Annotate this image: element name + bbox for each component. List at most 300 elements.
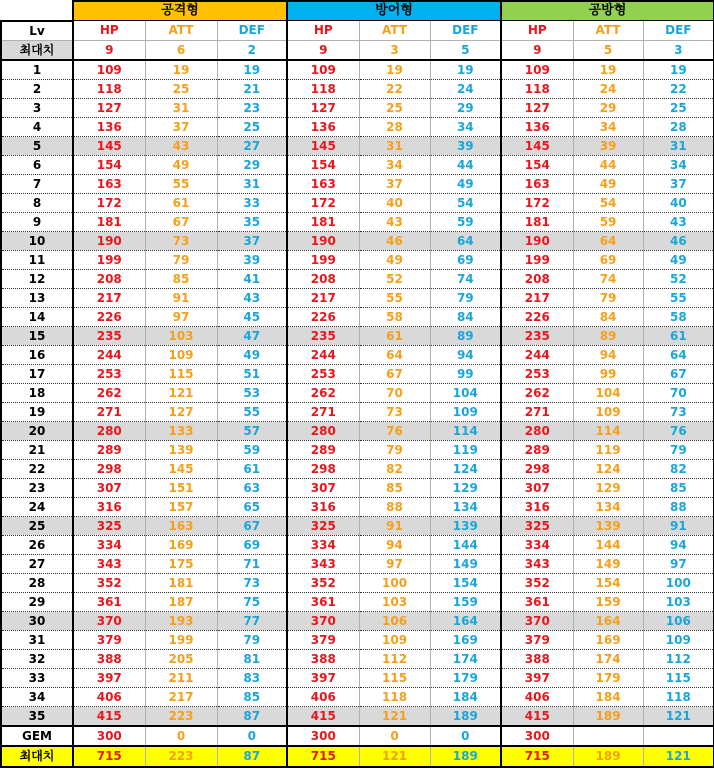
table-row [1, 345, 714, 364]
table-row [1, 174, 714, 193]
stat-cell: 157 [145, 497, 217, 516]
stat-cell: 115 [643, 668, 714, 687]
stat-cell: 24 [430, 79, 501, 98]
stat-cell: 85 [643, 478, 714, 497]
table-row [1, 668, 714, 687]
level-cell: 4 [1, 117, 73, 136]
stat-cell: 187 [145, 592, 217, 611]
level-cell: 17 [1, 364, 73, 383]
stat-cell: 25 [359, 98, 430, 117]
stat-cell: 112 [359, 649, 430, 668]
stat-cell: 64 [643, 345, 714, 364]
level-cell: 16 [1, 345, 73, 364]
stat-cell: 65 [217, 497, 287, 516]
stat-cell: 19 [145, 60, 217, 80]
level-cell: 30 [1, 611, 73, 630]
stat-cell: 172 [287, 193, 359, 212]
stat-cell: 334 [73, 535, 145, 554]
stat-cell: 43 [145, 136, 217, 155]
table-row [1, 611, 714, 630]
stat-cell: 205 [145, 649, 217, 668]
stat-cell: 84 [430, 307, 501, 326]
stat-cell: 388 [287, 649, 359, 668]
stat-cell: 104 [573, 383, 643, 402]
stat-cell: 61 [359, 326, 430, 345]
table-row [1, 364, 714, 383]
stat-cell: 115 [359, 668, 430, 687]
stat-cell: 199 [145, 630, 217, 649]
stat-cell: 190 [501, 231, 573, 250]
stat-cell: 40 [643, 193, 714, 212]
stat-cell: 59 [430, 212, 501, 231]
stat-cell: 99 [430, 364, 501, 383]
stat-cell: 70 [359, 383, 430, 402]
stat-cell: 87 [217, 706, 287, 726]
table-row [1, 497, 714, 516]
stat-cell: 136 [287, 117, 359, 136]
level-cell: 2 [1, 79, 73, 98]
stat-cell: 97 [359, 554, 430, 573]
stat-cell: 121 [359, 706, 430, 726]
stat-cell: 70 [643, 383, 714, 402]
level-cell: 35 [1, 706, 73, 726]
stat-cell: 64 [430, 231, 501, 250]
stat-cell: 316 [287, 497, 359, 516]
col-def-header: DEF [217, 21, 287, 41]
stat-cell: 397 [287, 668, 359, 687]
stat-cell: 71 [217, 554, 287, 573]
stat-cell: 73 [145, 231, 217, 250]
stat-cell: 59 [217, 440, 287, 459]
table-row [1, 288, 714, 307]
stat-cell: 145 [287, 136, 359, 155]
stat-cell: 271 [287, 402, 359, 421]
stat-cell: 217 [287, 288, 359, 307]
level-cell: 28 [1, 573, 73, 592]
group-header-row [1, 1, 714, 21]
stat-cell: 73 [359, 402, 430, 421]
stat-cell: 199 [73, 250, 145, 269]
stat-cell: 69 [430, 250, 501, 269]
stat-cell: 79 [430, 288, 501, 307]
stat-cell: 46 [643, 231, 714, 250]
stat-cell: 379 [501, 630, 573, 649]
stat-cell: 85 [217, 687, 287, 706]
stat-cell: 55 [145, 174, 217, 193]
level-cell: 31 [1, 630, 73, 649]
stat-cell: 144 [430, 535, 501, 554]
table-row [1, 516, 714, 535]
stat-cell: 235 [501, 326, 573, 345]
stat-cell: 164 [430, 611, 501, 630]
stat-cell: 181 [145, 573, 217, 592]
row-label: 최대치 [1, 746, 73, 767]
stat-cell: 55 [217, 402, 287, 421]
stat-cell: 121 [643, 746, 714, 767]
table-row [1, 383, 714, 402]
level-cell: 32 [1, 649, 73, 668]
stat-cell: 226 [73, 307, 145, 326]
stat-cell: 3 [643, 40, 714, 60]
stat-cell: 5 [573, 40, 643, 60]
stat-cell: 199 [287, 250, 359, 269]
level-cell: 7 [1, 174, 73, 193]
stat-cell: 79 [217, 630, 287, 649]
stat-cell: 19 [430, 60, 501, 80]
stat-cell: 159 [430, 592, 501, 611]
stat-cell: 109 [287, 60, 359, 80]
stat-cell: 27 [217, 136, 287, 155]
stat-cell: 415 [287, 706, 359, 726]
stat-cell: 300 [287, 726, 359, 746]
stat-cell: 262 [287, 383, 359, 402]
group-defense-header: 방어형 [287, 1, 501, 21]
stat-cell: 190 [287, 231, 359, 250]
stat-cell: 58 [643, 307, 714, 326]
stat-cell: 343 [501, 554, 573, 573]
stat-cell: 271 [73, 402, 145, 421]
stat-cell: 223 [145, 746, 217, 767]
stat-cell: 97 [643, 554, 714, 573]
stat-cell: 190 [73, 231, 145, 250]
stat-cell: 89 [430, 326, 501, 345]
stat-cell: 39 [217, 250, 287, 269]
stat-cell: 379 [287, 630, 359, 649]
stat-cell: 103 [643, 592, 714, 611]
stat-cell: 43 [643, 212, 714, 231]
stat-cell: 34 [430, 117, 501, 136]
stat-cell: 300 [501, 726, 573, 746]
table-row [1, 535, 714, 554]
stat-cell: 388 [73, 649, 145, 668]
stat-cell: 54 [430, 193, 501, 212]
stat-cell: 73 [217, 573, 287, 592]
level-cell: 5 [1, 136, 73, 155]
stat-cell: 235 [287, 326, 359, 345]
stat-cell: 129 [573, 478, 643, 497]
stat-cell: 124 [430, 459, 501, 478]
stat-cell: 316 [501, 497, 573, 516]
level-cell: 25 [1, 516, 73, 535]
stat-cell: 28 [643, 117, 714, 136]
stat-cell: 174 [430, 649, 501, 668]
stat-cell: 189 [430, 746, 501, 767]
stat-cell: 103 [359, 592, 430, 611]
level-cell: 9 [1, 212, 73, 231]
stat-cell: 370 [287, 611, 359, 630]
table-row [1, 117, 714, 136]
stat-cell: 109 [145, 345, 217, 364]
stat-cell: 119 [573, 440, 643, 459]
table-row [1, 440, 714, 459]
stat-cell: 103 [145, 326, 217, 345]
stat-cell: 109 [501, 60, 573, 80]
table-row [1, 307, 714, 326]
stat-cell: 244 [73, 345, 145, 364]
stat-cell: 114 [573, 421, 643, 440]
stat-cell: 133 [145, 421, 217, 440]
stat-cell: 208 [501, 269, 573, 288]
stat-cell: 343 [287, 554, 359, 573]
col-hp-header: HP [73, 21, 145, 41]
stat-cell: 163 [501, 174, 573, 193]
stat-cell: 253 [501, 364, 573, 383]
stat-cell: 352 [73, 573, 145, 592]
col-def-header: DEF [430, 21, 501, 41]
level-cell: 23 [1, 478, 73, 497]
stat-cell: 106 [643, 611, 714, 630]
stat-cell: 715 [73, 746, 145, 767]
col-att-header: ATT [573, 21, 643, 41]
stat-cell: 271 [501, 402, 573, 421]
level-cell: 27 [1, 554, 73, 573]
stat-cell: 325 [73, 516, 145, 535]
stat-cell: 415 [501, 706, 573, 726]
stat-cell: 172 [73, 193, 145, 212]
stat-cell: 415 [73, 706, 145, 726]
level-cell: 15 [1, 326, 73, 345]
lv-header: Lv [1, 21, 73, 41]
table-row [1, 459, 714, 478]
stat-cell: 139 [573, 516, 643, 535]
stat-cell: 81 [217, 649, 287, 668]
stat-cell: 52 [359, 269, 430, 288]
stat-cell: 179 [430, 668, 501, 687]
column-header-row [1, 21, 714, 41]
stat-cell: 91 [643, 516, 714, 535]
stat-cell: 298 [287, 459, 359, 478]
stat-cell: 179 [573, 668, 643, 687]
stat-cell: 49 [217, 345, 287, 364]
stat-cell: 352 [287, 573, 359, 592]
stat-cell: 49 [573, 174, 643, 193]
stat-cell: 145 [501, 136, 573, 155]
stat-cell: 316 [73, 497, 145, 516]
level-cell: 12 [1, 269, 73, 288]
stat-cell: 109 [573, 402, 643, 421]
table-row [1, 79, 714, 98]
stat-cell: 104 [430, 383, 501, 402]
table-row [1, 269, 714, 288]
stat-cell: 298 [501, 459, 573, 478]
stat-cell: 44 [430, 155, 501, 174]
stat-cell: 174 [573, 649, 643, 668]
stat-cell: 217 [145, 687, 217, 706]
stat-cell: 19 [643, 60, 714, 80]
stat-cell: 100 [643, 573, 714, 592]
stat-cell: 289 [73, 440, 145, 459]
stat-cell: 127 [73, 98, 145, 117]
stat-cell: 118 [287, 79, 359, 98]
stat-cell: 289 [501, 440, 573, 459]
stat-cell: 280 [73, 421, 145, 440]
stat-cell: 9 [287, 40, 359, 60]
table-row [1, 212, 714, 231]
level-cell: 20 [1, 421, 73, 440]
level-cell: 24 [1, 497, 73, 516]
stat-cell: 63 [217, 478, 287, 497]
stat-cell: 118 [73, 79, 145, 98]
stat-cell: 154 [287, 155, 359, 174]
col-hp-header: HP [501, 21, 573, 41]
stat-cell: 127 [287, 98, 359, 117]
table-row [1, 554, 714, 573]
stat-cell: 208 [73, 269, 145, 288]
stat-cell: 3 [359, 40, 430, 60]
stat-cell: 289 [287, 440, 359, 459]
stat-cell: 37 [217, 231, 287, 250]
stat-cell: 121 [643, 706, 714, 726]
stat-cell: 159 [573, 592, 643, 611]
stat-cell: 352 [501, 573, 573, 592]
stat-cell: 154 [430, 573, 501, 592]
stat-cell: 115 [145, 364, 217, 383]
stat-cell: 29 [217, 155, 287, 174]
stat-cell: 139 [430, 516, 501, 535]
stat-cell: 31 [359, 136, 430, 155]
stat-cell: 181 [73, 212, 145, 231]
stat-cell: 74 [430, 269, 501, 288]
stat-cell: 262 [501, 383, 573, 402]
level-cell: 18 [1, 383, 73, 402]
stat-cell: 61 [217, 459, 287, 478]
stat-cell: 0 [359, 726, 430, 746]
level-cell: 33 [1, 668, 73, 687]
stat-cell: 99 [573, 364, 643, 383]
stat-cell: 139 [145, 440, 217, 459]
stat-cell: 49 [430, 174, 501, 193]
stat-cell: 34 [643, 155, 714, 174]
stat-cell: 163 [145, 516, 217, 535]
stat-cell: 280 [501, 421, 573, 440]
stat-cell: 397 [73, 668, 145, 687]
table-row [1, 155, 714, 174]
stat-cell: 379 [73, 630, 145, 649]
stat-cell: 325 [501, 516, 573, 535]
stat-cell: 25 [145, 79, 217, 98]
stat-cell: 64 [359, 345, 430, 364]
stat-cell: 397 [501, 668, 573, 687]
table-row [1, 706, 714, 726]
stat-cell: 58 [359, 307, 430, 326]
stat-cell: 25 [643, 98, 714, 117]
stat-cell: 109 [73, 60, 145, 80]
table-row [1, 687, 714, 706]
stat-cell: 406 [287, 687, 359, 706]
stat-cell: 73 [643, 402, 714, 421]
stat-cell: 91 [145, 288, 217, 307]
group-balanced-header: 공방형 [501, 1, 714, 21]
stat-cell: 49 [643, 250, 714, 269]
stat-cell: 46 [359, 231, 430, 250]
stat-cell: 184 [573, 687, 643, 706]
stat-cell: 163 [287, 174, 359, 193]
stat-cell: 121 [145, 383, 217, 402]
table-row [1, 193, 714, 212]
stat-cell: 88 [643, 497, 714, 516]
stat-cell: 169 [145, 535, 217, 554]
stat-cell: 334 [287, 535, 359, 554]
level-cell: 26 [1, 535, 73, 554]
stat-cell: 217 [73, 288, 145, 307]
col-hp-header: HP [287, 21, 359, 41]
stat-cell: 67 [217, 516, 287, 535]
stat-cell: 361 [73, 592, 145, 611]
stat-cell: 9 [501, 40, 573, 60]
stat-cell: 94 [643, 535, 714, 554]
stat-cell [573, 726, 643, 746]
table-row [1, 573, 714, 592]
level-cell: 34 [1, 687, 73, 706]
stat-cell: 22 [359, 79, 430, 98]
stat-cell: 39 [573, 136, 643, 155]
stat-cell: 253 [73, 364, 145, 383]
stat-cell: 370 [73, 611, 145, 630]
stat-cell: 154 [501, 155, 573, 174]
stat-cell: 49 [145, 155, 217, 174]
stat-cell: 57 [217, 421, 287, 440]
level-cell: 29 [1, 592, 73, 611]
stat-cell: 53 [217, 383, 287, 402]
stat-cell: 82 [359, 459, 430, 478]
stat-cell: 406 [501, 687, 573, 706]
col-def-header: DEF [643, 21, 714, 41]
stat-cell: 127 [145, 402, 217, 421]
stat-cell: 253 [287, 364, 359, 383]
stat-cell: 136 [501, 117, 573, 136]
stat-cell: 118 [359, 687, 430, 706]
max-increment-row [1, 40, 714, 60]
stat-cell: 149 [573, 554, 643, 573]
stat-cell: 343 [73, 554, 145, 573]
stat-cell: 2 [217, 40, 287, 60]
stat-cell: 193 [145, 611, 217, 630]
stat-cell: 715 [287, 746, 359, 767]
gem-row [1, 726, 714, 746]
stat-cell: 69 [573, 250, 643, 269]
stat-cell: 34 [573, 117, 643, 136]
stat-cell: 5 [430, 40, 501, 60]
stat-cell: 59 [573, 212, 643, 231]
level-cell: 22 [1, 459, 73, 478]
table-row [1, 478, 714, 497]
stat-cell: 223 [145, 706, 217, 726]
level-cell: 8 [1, 193, 73, 212]
stat-cell: 83 [217, 668, 287, 687]
stat-cell: 67 [643, 364, 714, 383]
stat-cell: 406 [73, 687, 145, 706]
stat-cell: 715 [501, 746, 573, 767]
table-row [1, 402, 714, 421]
stat-cell: 61 [643, 326, 714, 345]
stat-cell: 31 [643, 136, 714, 155]
stat-cell: 91 [359, 516, 430, 535]
stat-cell: 79 [145, 250, 217, 269]
stat-cell: 244 [501, 345, 573, 364]
stat-cell: 31 [145, 98, 217, 117]
group-attack-header: 공격형 [73, 1, 287, 21]
stat-cell: 61 [145, 193, 217, 212]
final-max-row [1, 746, 714, 767]
stat-cell: 39 [430, 136, 501, 155]
stat-cell: 164 [573, 611, 643, 630]
level-cell: 11 [1, 250, 73, 269]
stat-cell: 129 [430, 478, 501, 497]
stat-cell: 106 [359, 611, 430, 630]
stat-cell: 84 [573, 307, 643, 326]
stat-cell: 75 [217, 592, 287, 611]
stat-cell: 45 [217, 307, 287, 326]
